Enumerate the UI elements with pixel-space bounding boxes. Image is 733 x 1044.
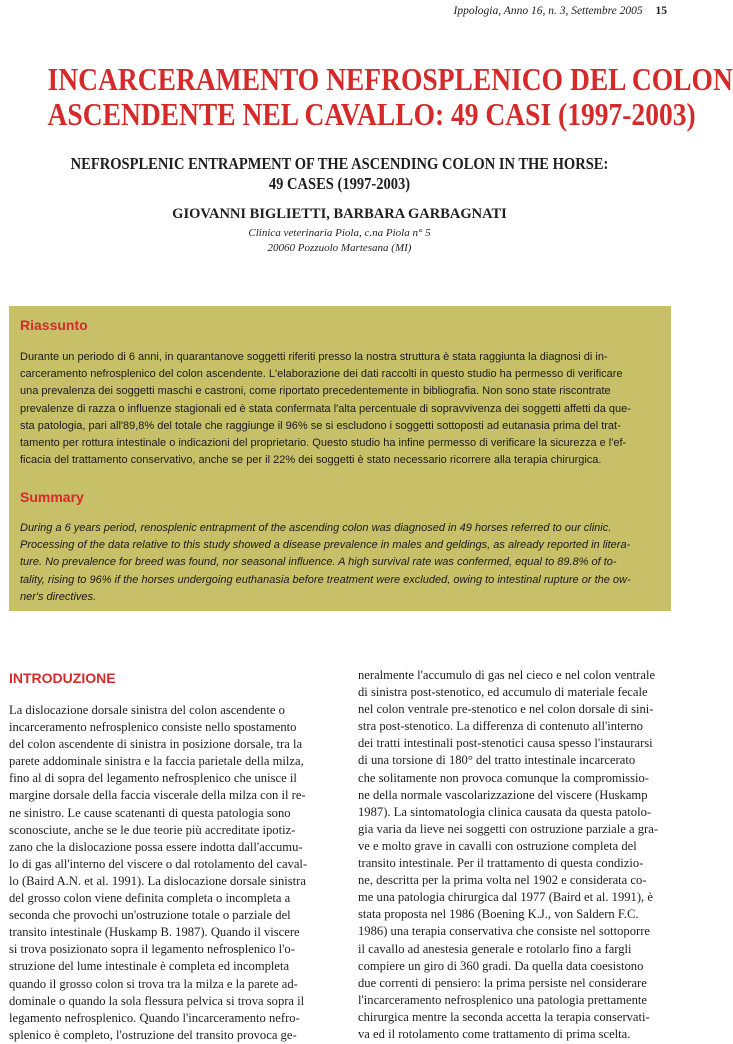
- riassunto-line: Durante un periodo di 6 anni, in quarantanove soggetti riferiti presso la nostra struttura è stata raggiunta la diagnosi di in-: [20, 351, 608, 363]
- subtitle-line: 49 CASES (1997-2003): [268, 174, 411, 193]
- summary-line: During a 6 years period, renosplenic entrapment of the ascending colon was diagnosed in 49 horses referred to our clinic.: [20, 522, 612, 534]
- page-number: 15: [655, 5, 667, 17]
- body-line: ve e molto grave in cavalli con ostruzione completa del: [358, 838, 637, 853]
- summary-line: Processing of the data relative to this study showed a disease prevalence in males and geldings, as already reported in litera-: [20, 539, 631, 552]
- body-line: neralmente l'accumulo di gas nel cieco e nel colon ventrale: [358, 668, 656, 682]
- body-line: due correnti di pensiero: la prima persiste nel considerare: [358, 975, 647, 990]
- body-line: che solitamente non provoca comunque la compromissio-: [358, 770, 649, 785]
- body-line: nel colon ventrale pre-stenotico e nel colon dorsale di sini-: [358, 702, 654, 717]
- summary-text: [20, 520, 660, 606]
- article-title: [47, 61, 733, 132]
- abstract-box: [9, 306, 671, 611]
- riassunto-line: una prevalenza dei soggetti maschi e castroni, come riportato precedentemente in bibliografia. Non sono state riscontrate: [20, 385, 611, 398]
- affiliation-line: Clinica veterinaria Piola, c.na Piola n° 5: [248, 227, 431, 239]
- body-line: splenico è completo, l'ostruzione del transito provoca ge-: [9, 1027, 297, 1042]
- body-line: compiere un giro di 360 gradi. Da quella data coesistono: [358, 958, 644, 973]
- body-line: transito intestinale. Per il trattamento di questa condizio-: [358, 856, 644, 871]
- body-column-left: [9, 702, 331, 1044]
- riassunto-heading: Riassunto: [20, 317, 88, 333]
- body-line: quando il grosso colon si trova tra la milza e la parete ad-: [9, 976, 298, 991]
- body-line: va ed il rotolamento come trattamento di prima scelta.: [358, 1026, 631, 1041]
- riassunto-line: tamento per rottura intestinale o indicazioni del proprietario. Questo studio ha infine permesso di verificare la sicurezza e l'ef-: [20, 437, 627, 450]
- riassunto-text: [20, 349, 660, 469]
- body-line: 1987). La sintomatologia clinica causata da questa patolo-: [358, 804, 652, 819]
- body-line: ne, descritta per la prima volta nel 1902 e considerata co-: [358, 873, 647, 888]
- body-line: lo (Baird A.N. et al. 1991). La dislocazione dorsale sinistra: [9, 873, 306, 888]
- body-line: struzione del lume intestinale è completa ed incompleta: [9, 959, 290, 974]
- body-line: dei tratti intestinali post-stenotici causa spesso l'instaurarsi: [358, 736, 653, 751]
- subtitle-line: NEFROSPLENIC ENTRAPMENT OF THE ASCENDING COLON IN THE HORSE:: [70, 154, 609, 173]
- body-line: incarceramento nefrosplenico consiste nello spostamento: [9, 720, 297, 735]
- body-line: transito intestinale (Huskamp B. 1987). Quando il viscere: [9, 925, 300, 940]
- body-column-right: [358, 667, 670, 1043]
- summary-line: ner's directives.: [20, 590, 97, 603]
- title-line: INCARCERAMENTO NEFROSPLENICO DEL COLON: [47, 61, 733, 97]
- body-line: stra post-stenotico. La differenza di contenuto all'interno: [358, 719, 643, 734]
- body-line: lo di gas all'interno del viscere o dal rotolamento del caval-: [9, 856, 308, 871]
- body-line: stata proposta nel 1986 (Boening K.J., von Saldern F.C.: [358, 907, 639, 922]
- body-line: sconosciute, anche se le due teorie più accreditate ipotiz-: [9, 822, 296, 837]
- body-line: legamento nefrosplenico. Quando l'incarceramento nefro-: [9, 1010, 300, 1025]
- body-line: di una torsione di 180° del tratto intestinale incarcerato: [358, 753, 636, 768]
- affiliation: [0, 226, 679, 256]
- body-line: me una patologia chirurgica dal 1977 (Baird et al. 1991), è: [358, 890, 653, 905]
- running-head: [454, 5, 667, 17]
- body-line: del grosso colon viene definita completa o incompleta a: [9, 891, 291, 906]
- body-line: 1986) una terapia conservativa che consiste nel sottoporre: [358, 924, 650, 939]
- riassunto-line: carceramento nefrosplenico del colon ascendente. L'elaborazione dei dati raccolti in questo studio ha permesso di verificare: [20, 368, 623, 381]
- affiliation-line: 20060 Pozzuolo Martesana (MI): [267, 242, 412, 254]
- body-line: parete addominale sinistra e la faccia parietale della milza,: [9, 754, 304, 769]
- body-line: di sinistra post-stenotico, ed accumulo di materiale fecale: [358, 685, 648, 700]
- riassunto-line: ficacia del trattamento conservativo, anche se per il 22% dei soggetti è stato necessario ricorrere alla terapia chirurgica.: [20, 454, 602, 467]
- summary-heading: Summary: [20, 489, 84, 505]
- riassunto-line: prevalenze di razza o influenze stagionali ed è stata confermata l'alta percentuale di sopravvivenza dei soggetti affetti da que-: [20, 402, 631, 415]
- body-line: ne della normale vascolarizzazione del viscere (Huskamp: [358, 787, 648, 802]
- summary-line: tality, rising to 96% if the horses undergoing euthanasia before treatment were excluded, owing to intestinal rupture or the ow-: [20, 573, 631, 586]
- summary-line: ture. No prevalence for breed was found, nor seasonal influence. A high survival rate was confermed, equal to 89.8% of to-: [20, 556, 617, 569]
- body-line: ne sinistro. Le cause scatenanti di questa patologia sono: [9, 805, 291, 820]
- body-line: seconda che provochi un'ostruzione totale o parziale del: [9, 908, 291, 923]
- journal-citation: Ippologia, Anno 16, n. 3, Settembre 2005: [453, 5, 643, 17]
- body-line: il cavallo ad anestesia generale e rotolarlo fino a fargli: [358, 941, 632, 956]
- body-line: l'incarceramento nefrosplenico una patologia prettamente: [358, 992, 647, 1007]
- riassunto-line: sta patologia, pari all'89,8% del totale che raggiunge il 96% se si escludono i soggetti sottoposti ad eutanasia prima del trat-: [20, 419, 621, 432]
- english-title: [41, 154, 639, 194]
- body-line: zano che la dislocazione possa essere indotta dall'accumu-: [9, 839, 303, 854]
- body-line: si trova posizionato sopra il legamento nefrosplenico l'o-: [9, 942, 295, 957]
- body-line: margine dorsale della faccia viscerale della milza con il re-: [9, 788, 306, 803]
- body-line: dominale o quando la sola flessura pelvica si trova sopra il: [9, 993, 305, 1008]
- body-line: gia varia da lieve nei soggetti con ostruzione parziale a gra-: [358, 821, 659, 836]
- introduction-heading: INTRODUZIONE: [9, 670, 116, 686]
- body-line: La dislocazione dorsale sinistra del colon ascendente o: [9, 703, 285, 717]
- body-line: fino al di sopra del legamento nefrosplenico che unisce il: [9, 771, 297, 786]
- authors: GIOVANNI BIGLIETTI, BARBARA GARBAGNATI: [172, 206, 507, 222]
- title-line: ASCENDENTE NEL CAVALLO: 49 CASI (1997-2003): [47, 96, 696, 132]
- body-line: chirurgica mentre la seconda accetta la terapia conservati-: [358, 1009, 650, 1024]
- body-line: del colon ascendente di sinistra in posizione dorsale, tra la: [9, 737, 303, 752]
